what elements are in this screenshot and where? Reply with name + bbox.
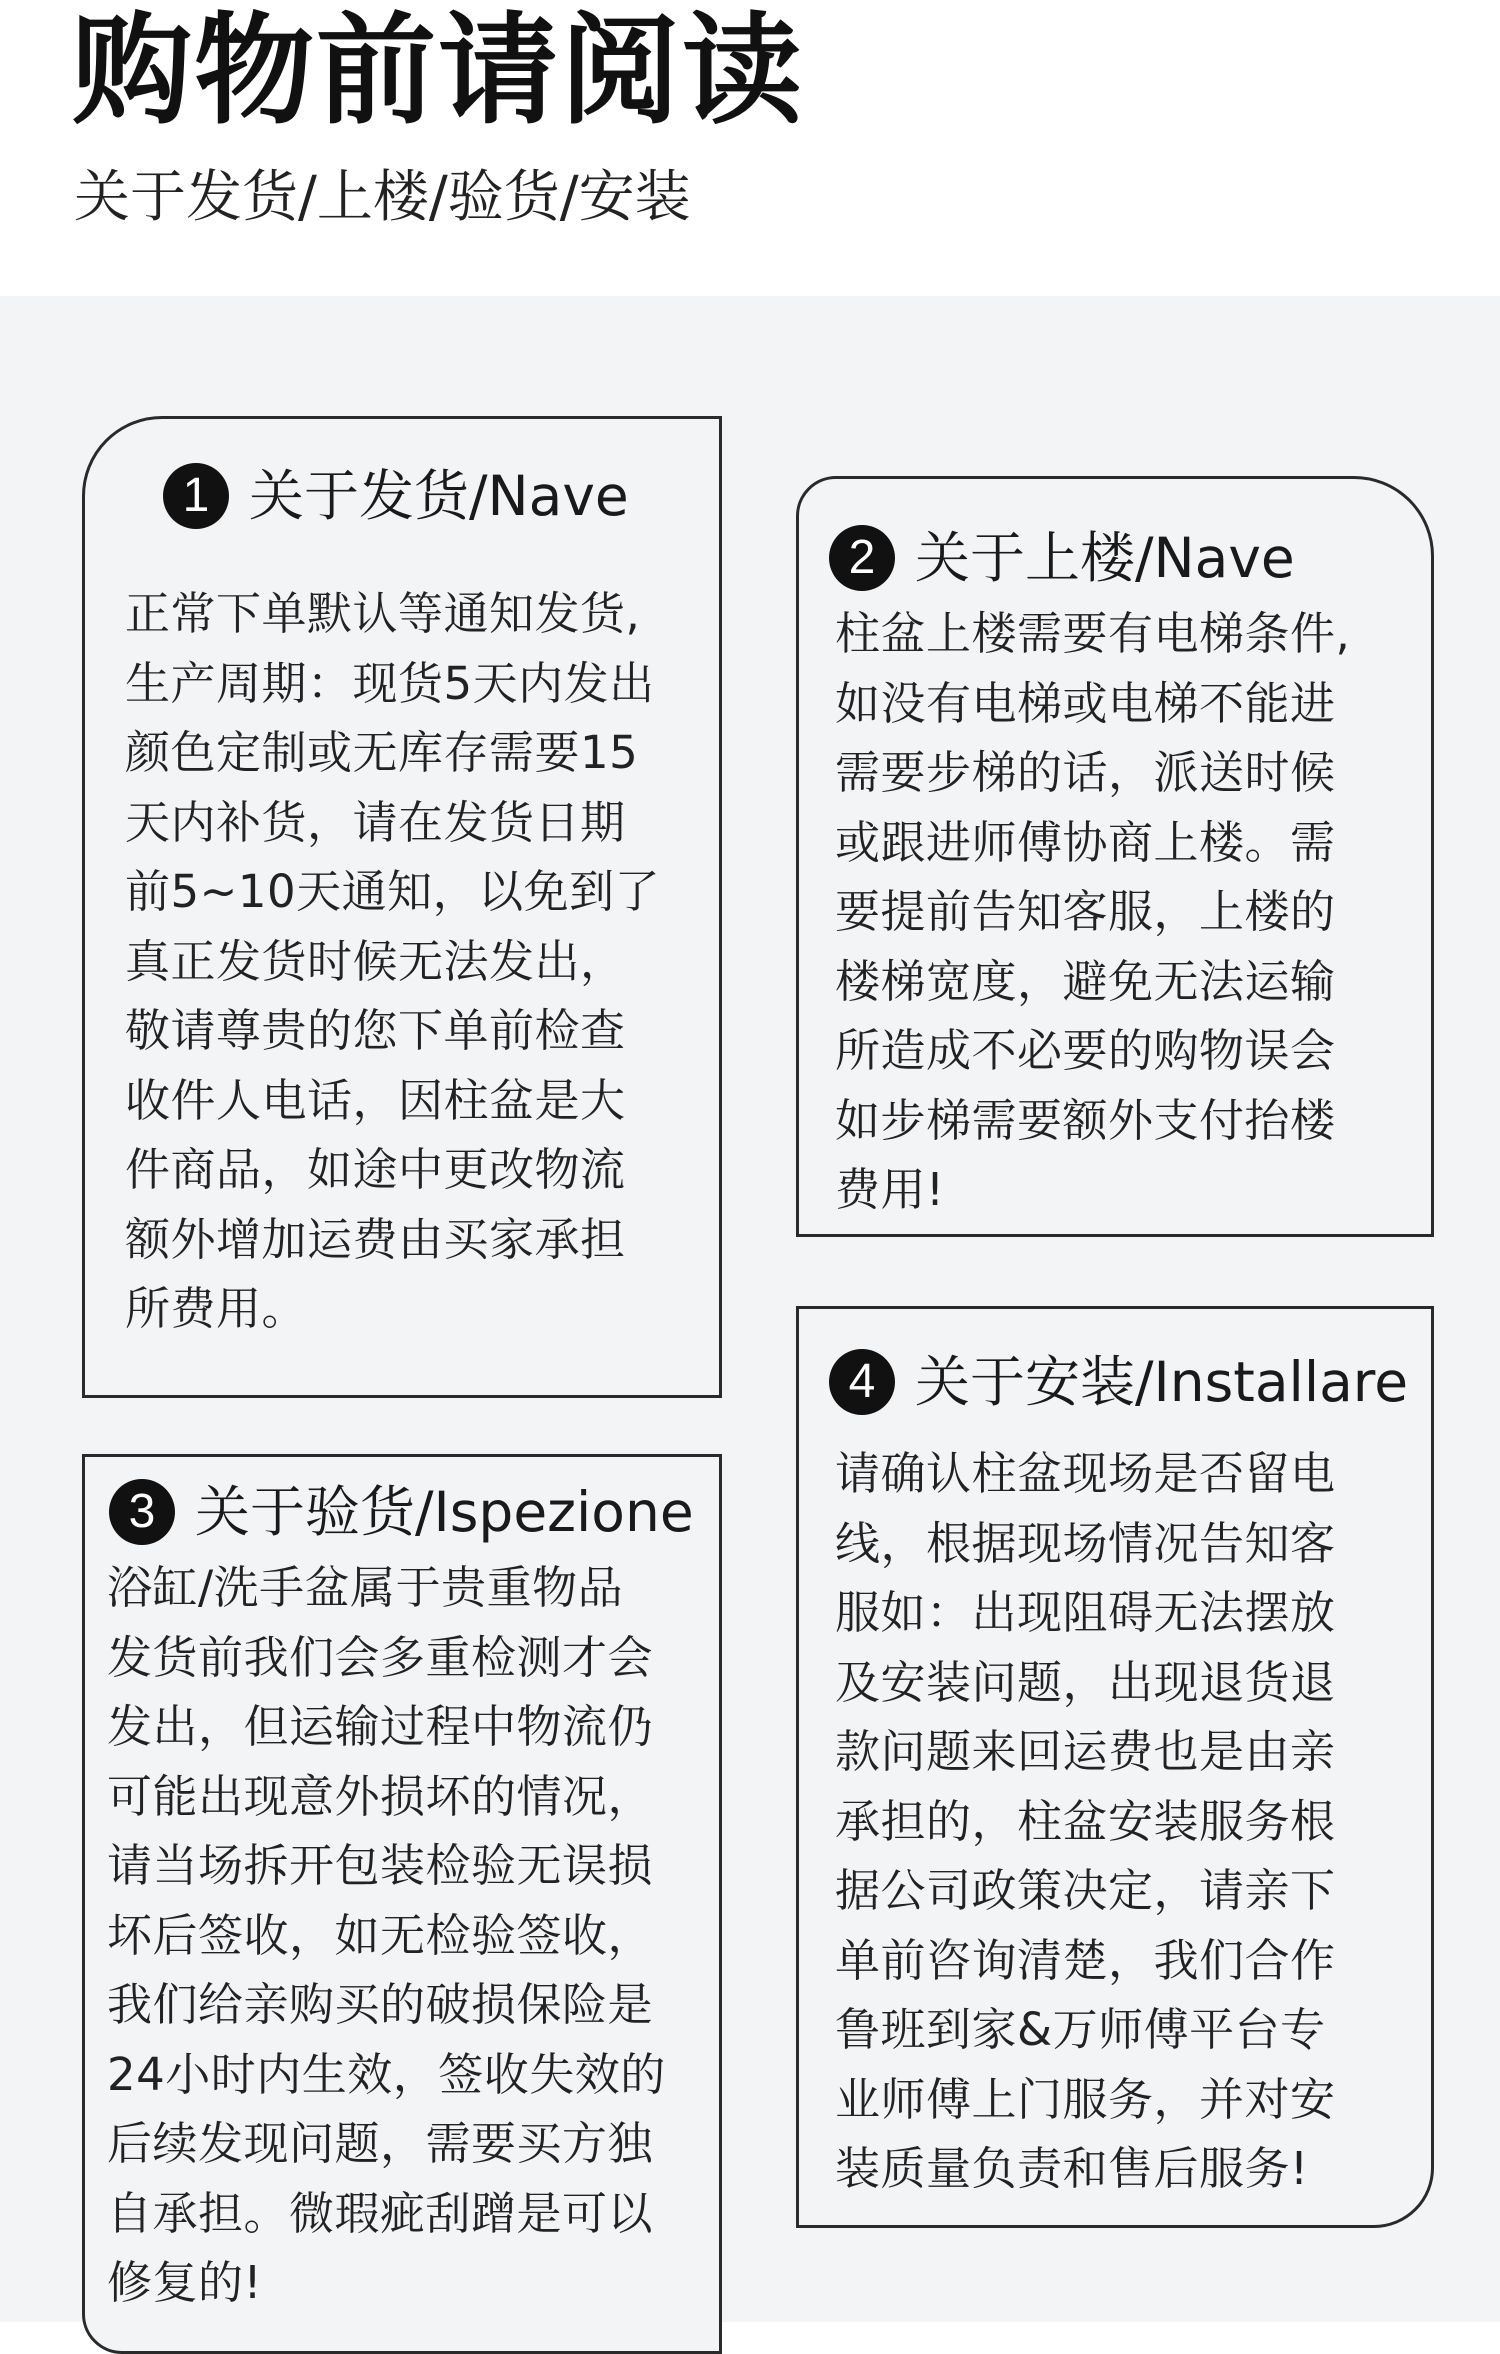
text-line: 坏后签收，如无检验签收， [107,1908,654,1962]
text-line: 我们给亲购买的破损保险是 [107,1978,654,2031]
text-line: 真正发货时候无法发出， [125,934,626,988]
number-badge: 3 [109,1479,175,1545]
text-line: 后续发现问题，需要买方独 [107,2117,654,2170]
number-badge: 2 [829,525,895,591]
card-text [125,579,660,1344]
text-line: 业师傅上门服务，并对安 [835,2072,1336,2126]
card-heading [829,523,1295,593]
text-line: 请当场拆开包装检验无误损 [107,1839,654,1892]
text-line: 可能出现意外损坏的情况， [107,1769,654,1823]
text-line: 服如：出现阻碍无法摆放 [835,1586,1336,1639]
text-line: 款问题来回运费也是由亲 [835,1725,1336,1778]
text-line: 需要步梯的话，派送时候 [835,746,1336,799]
text-line: 请确认柱盆现场是否留电 [835,1447,1336,1500]
text-line: 及安装问题，出现退货退 [835,1655,1336,1709]
text-line: 发出，但运输过程中物流仍 [107,1700,654,1753]
text-line: 正常下单默认等通知发货, [125,587,641,640]
card-title: 关于上楼/Nave [915,526,1295,590]
text-line: 发货前我们会多重检测才会 [107,1630,654,1684]
page-title: 购物前请阅读 [72,2,804,141]
text-line: 颜色定制或无库存需要15 [125,726,639,779]
text-line: 自承担。微瑕疵刮蹭是可以 [107,2186,654,2240]
text-line: 承担的，柱盆安装服务根 [835,1794,1336,1848]
card-inspection [82,1454,722,2354]
text-line: 收件人电话，因柱盆是大 [125,1073,626,1127]
text-line: 线，根据现场情况告知客 [835,1516,1336,1570]
text-line: 前5~10天通知，以免到了 [125,865,661,918]
card-text [835,1439,1336,2204]
card-upstairs [796,476,1434,1237]
text-line: 或跟进师傅协商上楼。需 [835,815,1336,869]
text-line: 单前咨询清楚，我们合作 [835,1933,1336,1987]
card-installation [796,1306,1434,2228]
text-line: 如步梯需要额外支付抬楼 [835,1093,1336,1147]
text-line: 据公司政策决定，请亲下 [835,1864,1336,1917]
text-line: 费用! [835,1163,945,1216]
card-heading [163,461,629,531]
text-line: 柱盆上楼需要有电梯条件, [835,607,1351,660]
text-line: 要提前告知客服，上楼的 [835,885,1336,938]
number-badge: 1 [163,463,229,529]
text-line: 生产周期：现货5天内发出 [125,656,655,710]
text-line: 24小时内生效，签收失效的 [107,2047,666,2101]
text-line: 修复的! [107,2256,263,2309]
header [0,0,1500,296]
text-line: 装质量负责和售后服务! [835,2142,1309,2195]
content-panel [0,296,1500,2322]
page-subtitle: 关于发货/上楼/验货/安装 [74,165,691,230]
card-heading [829,1347,1408,1417]
text-line: 楼梯宽度，避免无法运输 [835,954,1336,1008]
text-line: 鲁班到家&万师傅平台专 [835,2003,1326,2056]
text-line: 所费用。 [125,1282,308,1335]
card-shipping [82,416,722,1398]
card-title: 关于发货/Nave [249,464,629,528]
card-heading [109,1477,694,1547]
text-line: 额外增加运费由买家承担 [125,1212,626,1266]
number-badge: 4 [829,1349,895,1415]
card-text [107,1553,666,2318]
text-line: 如没有电梯或电梯不能进 [835,676,1336,730]
text-line: 所造成不必要的购物误会 [835,1024,1336,1077]
text-line: 浴缸/洗手盆属于贵重物品 [107,1561,624,1614]
text-line: 天内补货，请在发货日期 [125,795,626,849]
card-title: 关于安装/Installare [915,1350,1409,1414]
text-line: 件商品，如途中更改物流 [125,1143,626,1196]
card-title: 关于验货/Ispezione [195,1480,694,1544]
text-line: 敬请尊贵的您下单前检查 [125,1004,626,1057]
card-text [835,599,1350,1225]
